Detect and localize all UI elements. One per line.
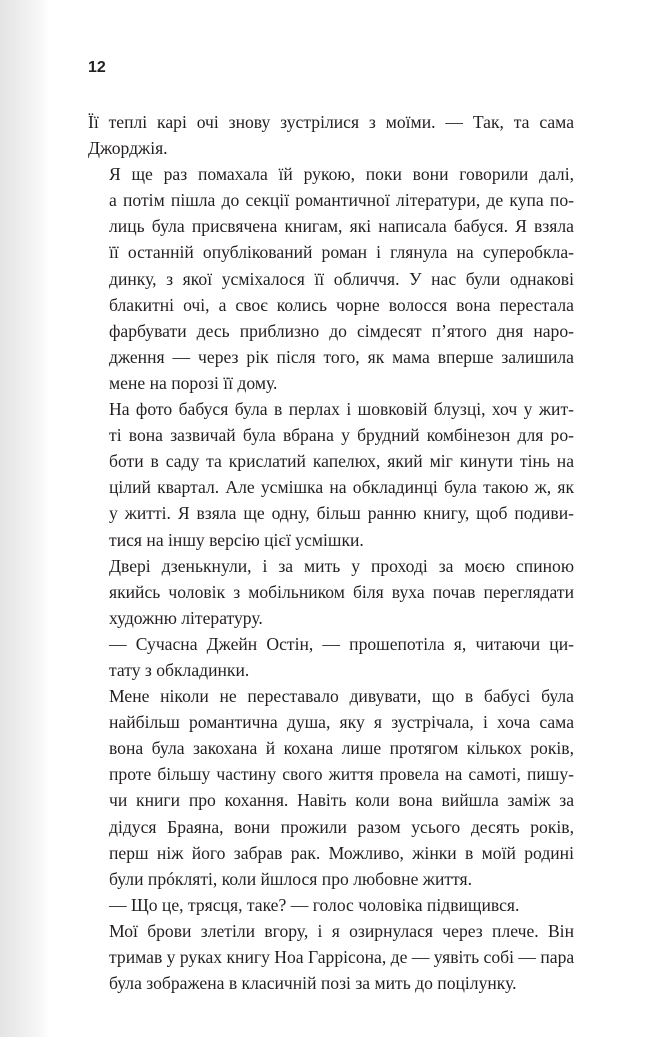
body-text <box>88 109 574 996</box>
page-gutter-shadow <box>0 0 50 1037</box>
text-line: Джорджія. <box>88 138 168 159</box>
text-line: динку, з якої усміхалося її обличчя. У нас були однакові <box>109 268 574 289</box>
text-line: тримав у руках книгу Ноа Гаррісона, де — уявіть собі — пара <box>109 947 575 967</box>
text-line: ті вона зазвичай була вбрана у брудний комбінезон для ро- <box>109 425 574 446</box>
text-line: найбільш романтична душа, яку я зустрічала, і хоча сама <box>109 712 574 733</box>
text-line: а потім пішла до секції романтичної літератури, де купа по- <box>109 190 574 211</box>
paragraph <box>88 683 574 892</box>
text-line: якийсь чоловік з мобільником біля вуха почав переглядати <box>109 581 574 602</box>
text-line: Мої брови злетіли вгору, і я озирнулася через плече. Він <box>109 920 574 941</box>
text-line: лиць була присвячена книгам, які написала бабуся. Я взяла <box>109 216 574 237</box>
paragraph <box>88 892 574 918</box>
text-line: Її теплі карі очі знову зустрілися з моїми. — Так, та сама <box>88 112 574 132</box>
text-line: тату з обкладинки. <box>109 659 250 680</box>
book-page <box>88 0 574 1037</box>
text-line: фарбувати десь приблизно до сімдесят п’ятого дня наро- <box>109 320 574 341</box>
text-line: Двері дзенькнули, і за мить у проході за моєю спиною <box>109 555 574 576</box>
text-line: художню літературу. <box>109 607 263 628</box>
text-line: цілий квартал. Але усмішка на обкладинці була такою ж, як <box>109 477 574 498</box>
text-line: боти в саду та крислатий капелюх, який міг кинути тінь на <box>109 451 574 472</box>
text-line: На фото бабуся була в перлах і шовковій блузці, хоч у жит- <box>109 399 574 420</box>
text-line: була зображена в класичній позі за мить до поцілунку. <box>109 973 517 994</box>
text-line: проте більшу частину свого життя провела на самоті, пишу- <box>109 764 574 785</box>
paragraph <box>88 553 574 631</box>
text-line: Мене ніколи не переставало дивувати, що в бабусі була <box>109 686 574 707</box>
paragraph <box>88 109 574 161</box>
text-line: — Сучасна Джейн Остін, — прошепотіла я, читаючи ци- <box>109 633 574 654</box>
text-line: чи книги про кохання. Навіть коли вона вийшла заміж за <box>109 790 574 811</box>
paragraph <box>88 918 574 996</box>
text-line: перш ніж його забрав рак. Можливо, жінки в моїй родині <box>109 842 574 863</box>
page-number: 12 <box>88 59 106 76</box>
text-line: — Що це, трясця, таке? — голос чоловіка підвищився. <box>109 894 520 915</box>
text-line: тися на іншу версію цієї усмішки. <box>109 529 364 550</box>
text-line: її останній опублікований роман і глянула на суперобкла- <box>109 242 574 263</box>
paragraph <box>88 396 574 553</box>
text-line: дідуся Браяна, вони прожили разом усього десять років, <box>109 816 574 837</box>
text-line: Я ще раз помахала їй рукою, поки вони говорили далі, <box>109 164 574 185</box>
text-line: були прóкляті, коли йшлося про любовне життя. <box>109 868 473 889</box>
text-line: блакитні очі, а своє колись чорне волосся вона перестала <box>109 294 574 315</box>
text-line: дження — через рік після того, як мама вперше залишила <box>109 346 574 367</box>
text-line: вона була закохана й кохана лише протягом кількох років, <box>109 738 574 759</box>
text-line: мене на порозі її дому. <box>109 372 278 393</box>
text-line: у житті. Я взяла ще одну, більш ранню книгу, щоб подиви- <box>109 503 574 524</box>
paragraph <box>88 161 574 396</box>
paragraph <box>88 631 574 683</box>
